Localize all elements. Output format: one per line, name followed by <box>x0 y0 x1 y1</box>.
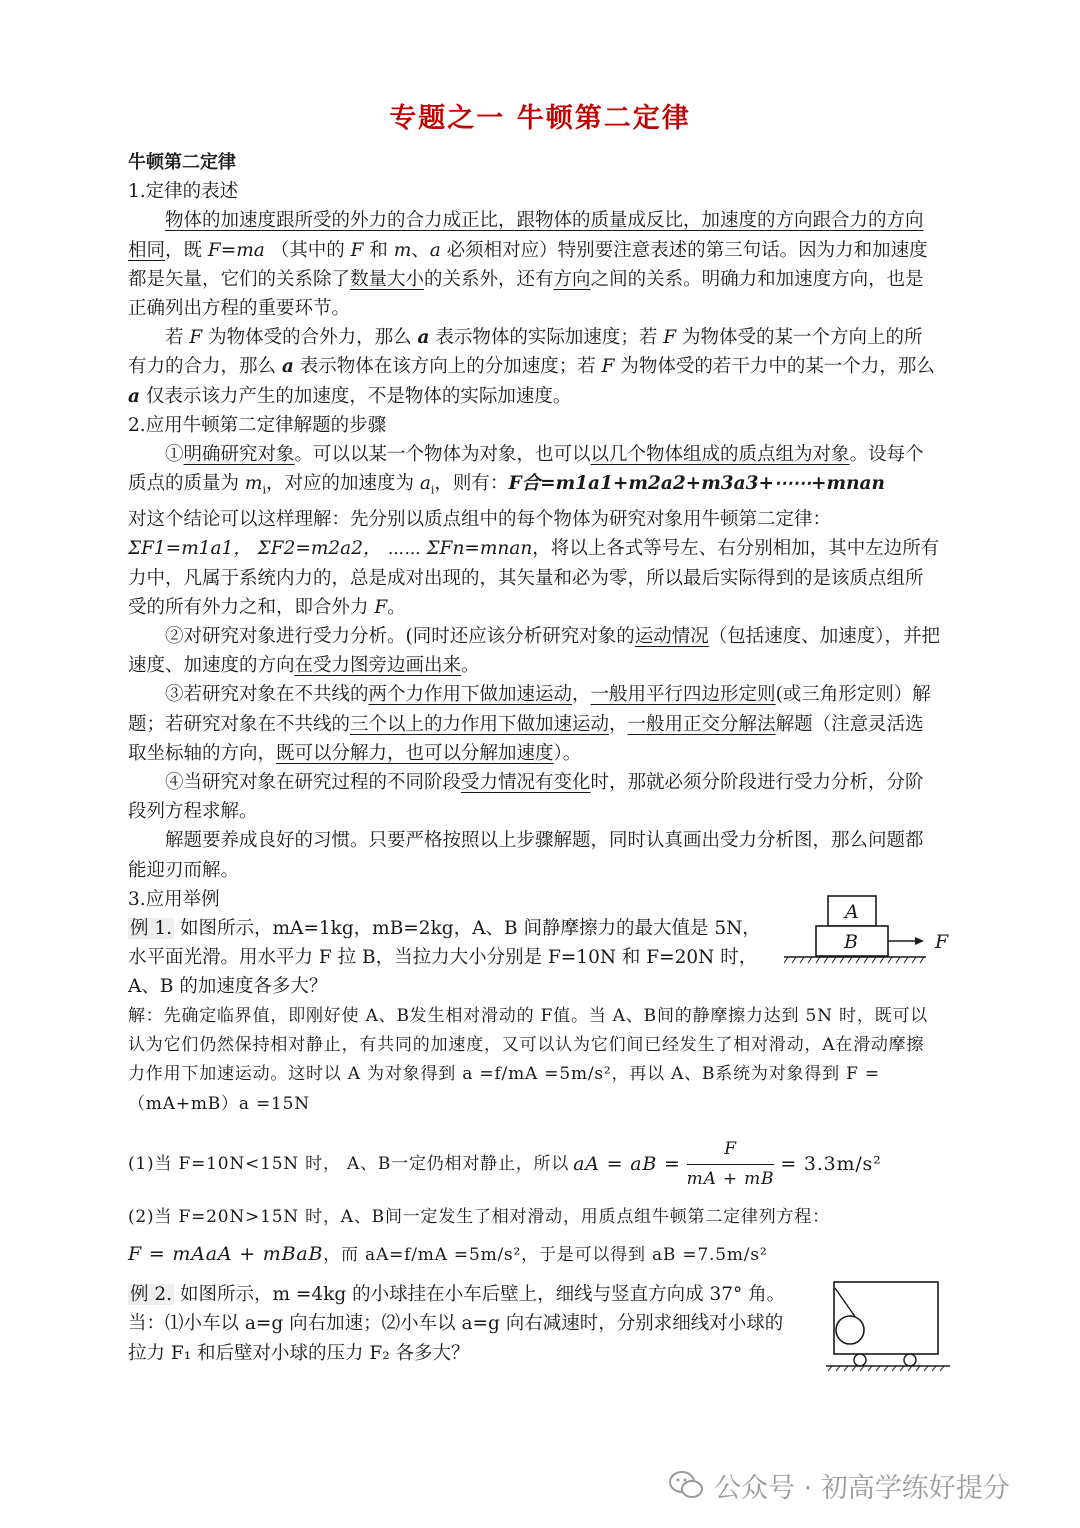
step-4: ④当研究对象在研究过程的不同阶段受力情况有变化时，那就必须分阶段进行受力分析，分阶段列方程求解。 <box>128 771 924 823</box>
example-1-question: 例 1. 如图所示，mA=1kg，mB=2kg，A、B 间静摩擦力的最大值是 5N，水平面光滑。用水平力 F 拉 B，当拉力大小分别是 F=10N 和 F=20N 时，A、B 的加速度各多大？ <box>128 917 761 998</box>
system-formula: F合=m1a1+m2a2+m3a3+⋯⋯+mnan <box>508 473 885 495</box>
force-label: F <box>935 931 949 953</box>
subheading-3: 3.应用举例 <box>128 888 220 910</box>
step-3: ③若研究对象在不共线的两个力作用下做加速运动，一般用平行四边形定则(或三角形定则）解题；若研究对象在不共线的三个以上的力作用下做加速运动，一般用正交分解法解题（注意灵活选取坐标轴的方向，既可以分解力，也可以分解加速度）。 <box>128 684 931 764</box>
watermark-text: 公众号 · 初高学练好提分 <box>714 1472 1010 1504</box>
advice-paragraph: 解题要养成良好的习惯。只要严格按照以上步骤解题，同时认真画出受力分析图，那么问题都能迎刃而解。 <box>128 830 924 881</box>
step-1-sum: ΣF1=m1a1， ΣF2=m2a2， ⋯⋯ ΣFn=mnan，将以上各式等号左、右分别相加，其中左边所有力中，凡属于系统内力的，总是成对出现的，其矢量和必为零，所以最后实际得到的是该质点组所受的所有外力之和，即合外力 F。 <box>128 538 940 618</box>
block-a-label: A <box>845 901 859 923</box>
step-2: ②对研究对象进行受力分析。(同时还应该分析研究对象的运动情况（包括速度、加速度），并把速度、加速度的方向在受力图旁边画出来。 <box>128 625 941 677</box>
solution-case-2: (2)当 F=20N>15N 时，A、B间一定发生了相对滑动，用质点组牛顿第二定律列方程： <box>128 1206 830 1227</box>
fraction: $\frac{F}{mA + mB}$ <box>687 1135 775 1194</box>
example-2-tag: 例 2. <box>130 1284 173 1306</box>
block-b-label: B <box>844 931 858 953</box>
sum-equations: ΣF1=m1a1， ΣF2=m2a2， ⋯⋯ ΣFn=mnan <box>128 538 533 560</box>
solution-case-1: (1)当 F=10N<15N 时， A、B一定仍相对静止，所以 aA = aB = $\frac{F}{mA + mB}$ = 3.3m/s² <box>128 1133 940 1197</box>
wechat-icon <box>668 1470 704 1500</box>
watermark <box>668 1462 1010 1508</box>
content-body <box>128 148 940 1368</box>
step-1-explanation: 对这个结论可以这样理解：先分别以质点组中的每个物体为研究对象用牛顿第二定律： <box>128 509 832 531</box>
page-title: 专题之一 牛顿第二定律 <box>389 103 691 134</box>
example-2-diagram <box>824 1278 952 1372</box>
example-1-tag: 例 1. <box>130 917 173 939</box>
paragraph-law-statement: 物体的加速度跟所受的外力的合力成正比，跟物体的质量成反比，加速度的方向跟合力的方向相同，既 F=ma （其中的 F 和 m、a 必须相对应）特别要注意表述的第三句话。因为力和加速度都是矢量，它们的关系除了数量大小的关系外，还有方向之间的关系。明确力和加速度方向，也是正确列出方程的重要环节。 <box>128 210 928 320</box>
solution-case-2-equation: F = mAaA + mBaB，而 aA=f/mA =5m/s²，于是可以得到 aB =7.5m/s² <box>128 1242 768 1265</box>
example-1-diagram <box>784 893 954 969</box>
section-heading: 牛顿第二定律 <box>128 152 236 173</box>
solution-intro: 解：先确定临界值，即刚好使 A、B发生相对滑动的 F值。当 A、B间的静摩擦力达到 5N 时，既可以认为它们仍然保持相对静止，有共同的加速度，又可以认为它们间已经发生了相对滑动，A在滑动摩擦力作用下加速运动。这时以 A 为对象得到 a =f/mA =5m/s²，再以 A、B系统为对象得到 F =（mA+mB）a =15N <box>128 1005 929 1114</box>
step-1: ①明确研究对象。可以以某一个物体为对象，也可以以几个物体组成的质点组为对象。设每个质点的质量为 $m_i$，对应的加速度为 $a_i$，则有：F合=m1a1+m2a2+m3a3+⋯⋯+mnan <box>128 444 924 497</box>
paragraph-force-meaning: 若 F 为物体受的合外力，那么 a 表示物体的实际加速度；若 F 为物体受的某一个方向上的所有力的合力，那么 a 表示物体在该方向上的分加速度；若 F 为物体受的若干力中的某一个力，那么 a 仅表示该力产生的加速度，不是物体的实际加速度。 <box>128 327 935 407</box>
subheading-2: 2.应用牛顿第二定律解题的步骤 <box>128 414 387 436</box>
example-2-question: 例 2. 如图所示，m =4kg 的小球挂在小车后壁上，细线与竖直方向成 37° 角。当：⑴小车以 a=g 向右加速；⑵小车以 a=g 向右减速时，分别求细线对小球的拉力 F₁ 和后壁对小球的压力 F₂ 各多大？ <box>128 1284 786 1364</box>
subheading-1: 1.定律的表述 <box>128 181 239 203</box>
